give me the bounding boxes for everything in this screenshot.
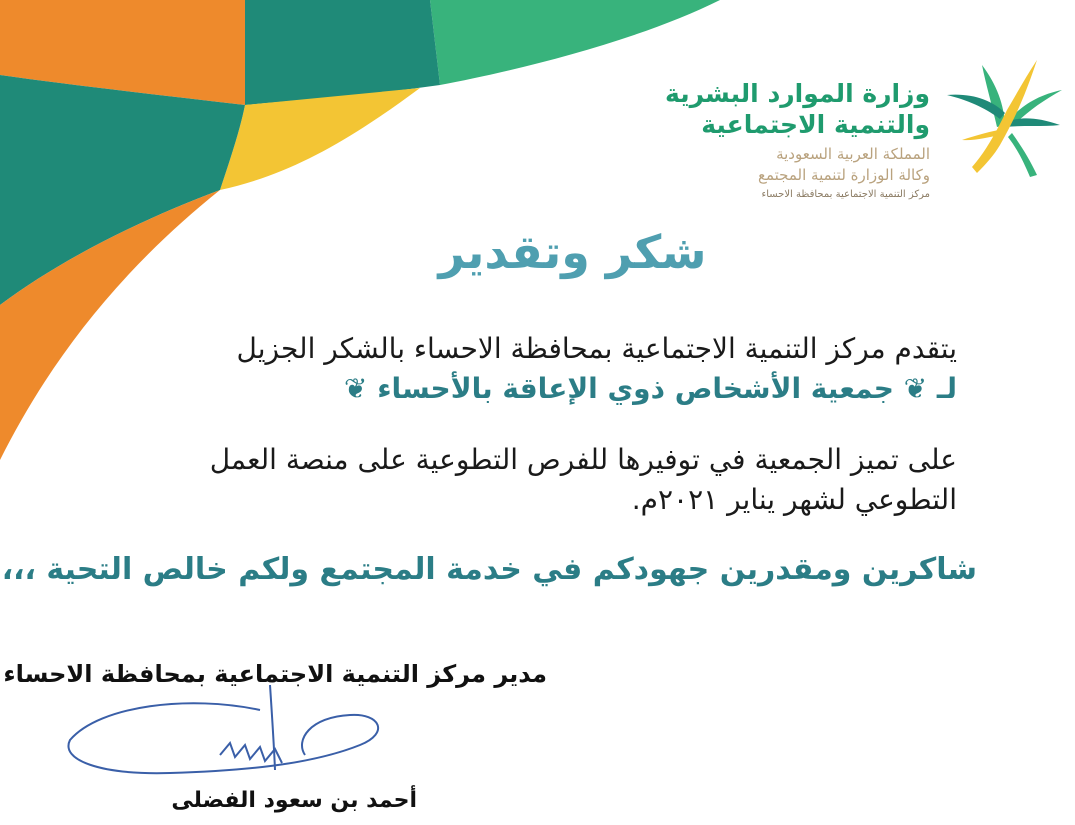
- agency-name: وكالة الوزارة لتنمية المجتمع: [757, 166, 930, 184]
- center-name: مركز التنمية الاجتماعية بمحافظة الاحساء: [761, 189, 930, 200]
- closing-text: شاكرين ومقدرين جهودكم في خدمة المجتمع ولكم خالص التحية ،،،: [1, 552, 977, 587]
- ministry-logo-text: [630, 78, 930, 204]
- body-text-line2: التطوعي لشهر يناير ٢٠٢١م.: [631, 483, 957, 516]
- signatory-title: مدير مركز التنمية الاجتماعية بمحافظة الاحساء: [3, 660, 547, 688]
- green-shape: [430, 0, 720, 85]
- ministry-name-line2: والتنمية الاجتماعية: [701, 110, 930, 139]
- certificate-title: شكر وتقدير: [438, 225, 707, 279]
- body-text-line1: على تميز الجمعية في توفيرها للفرص التطوعية على منصة العمل: [209, 443, 957, 476]
- intro-text: يتقدم مركز التنمية الاجتماعية بمحافظة الاحساء بالشكر الجزيل: [236, 332, 957, 365]
- signatory-name: أحمد بن سعود الفضلى: [171, 788, 417, 813]
- kingdom-name: المملكة العربية السعودية: [776, 145, 930, 163]
- handwritten-signature: [60, 685, 400, 795]
- ministry-emblem-icon: [942, 55, 1067, 180]
- ministry-name-line1: وزارة الموارد البشرية: [665, 79, 930, 108]
- association-name: لـ ❦ جمعية الأشخاص ذوي الإعاقة بالأحساء ❦: [344, 372, 957, 405]
